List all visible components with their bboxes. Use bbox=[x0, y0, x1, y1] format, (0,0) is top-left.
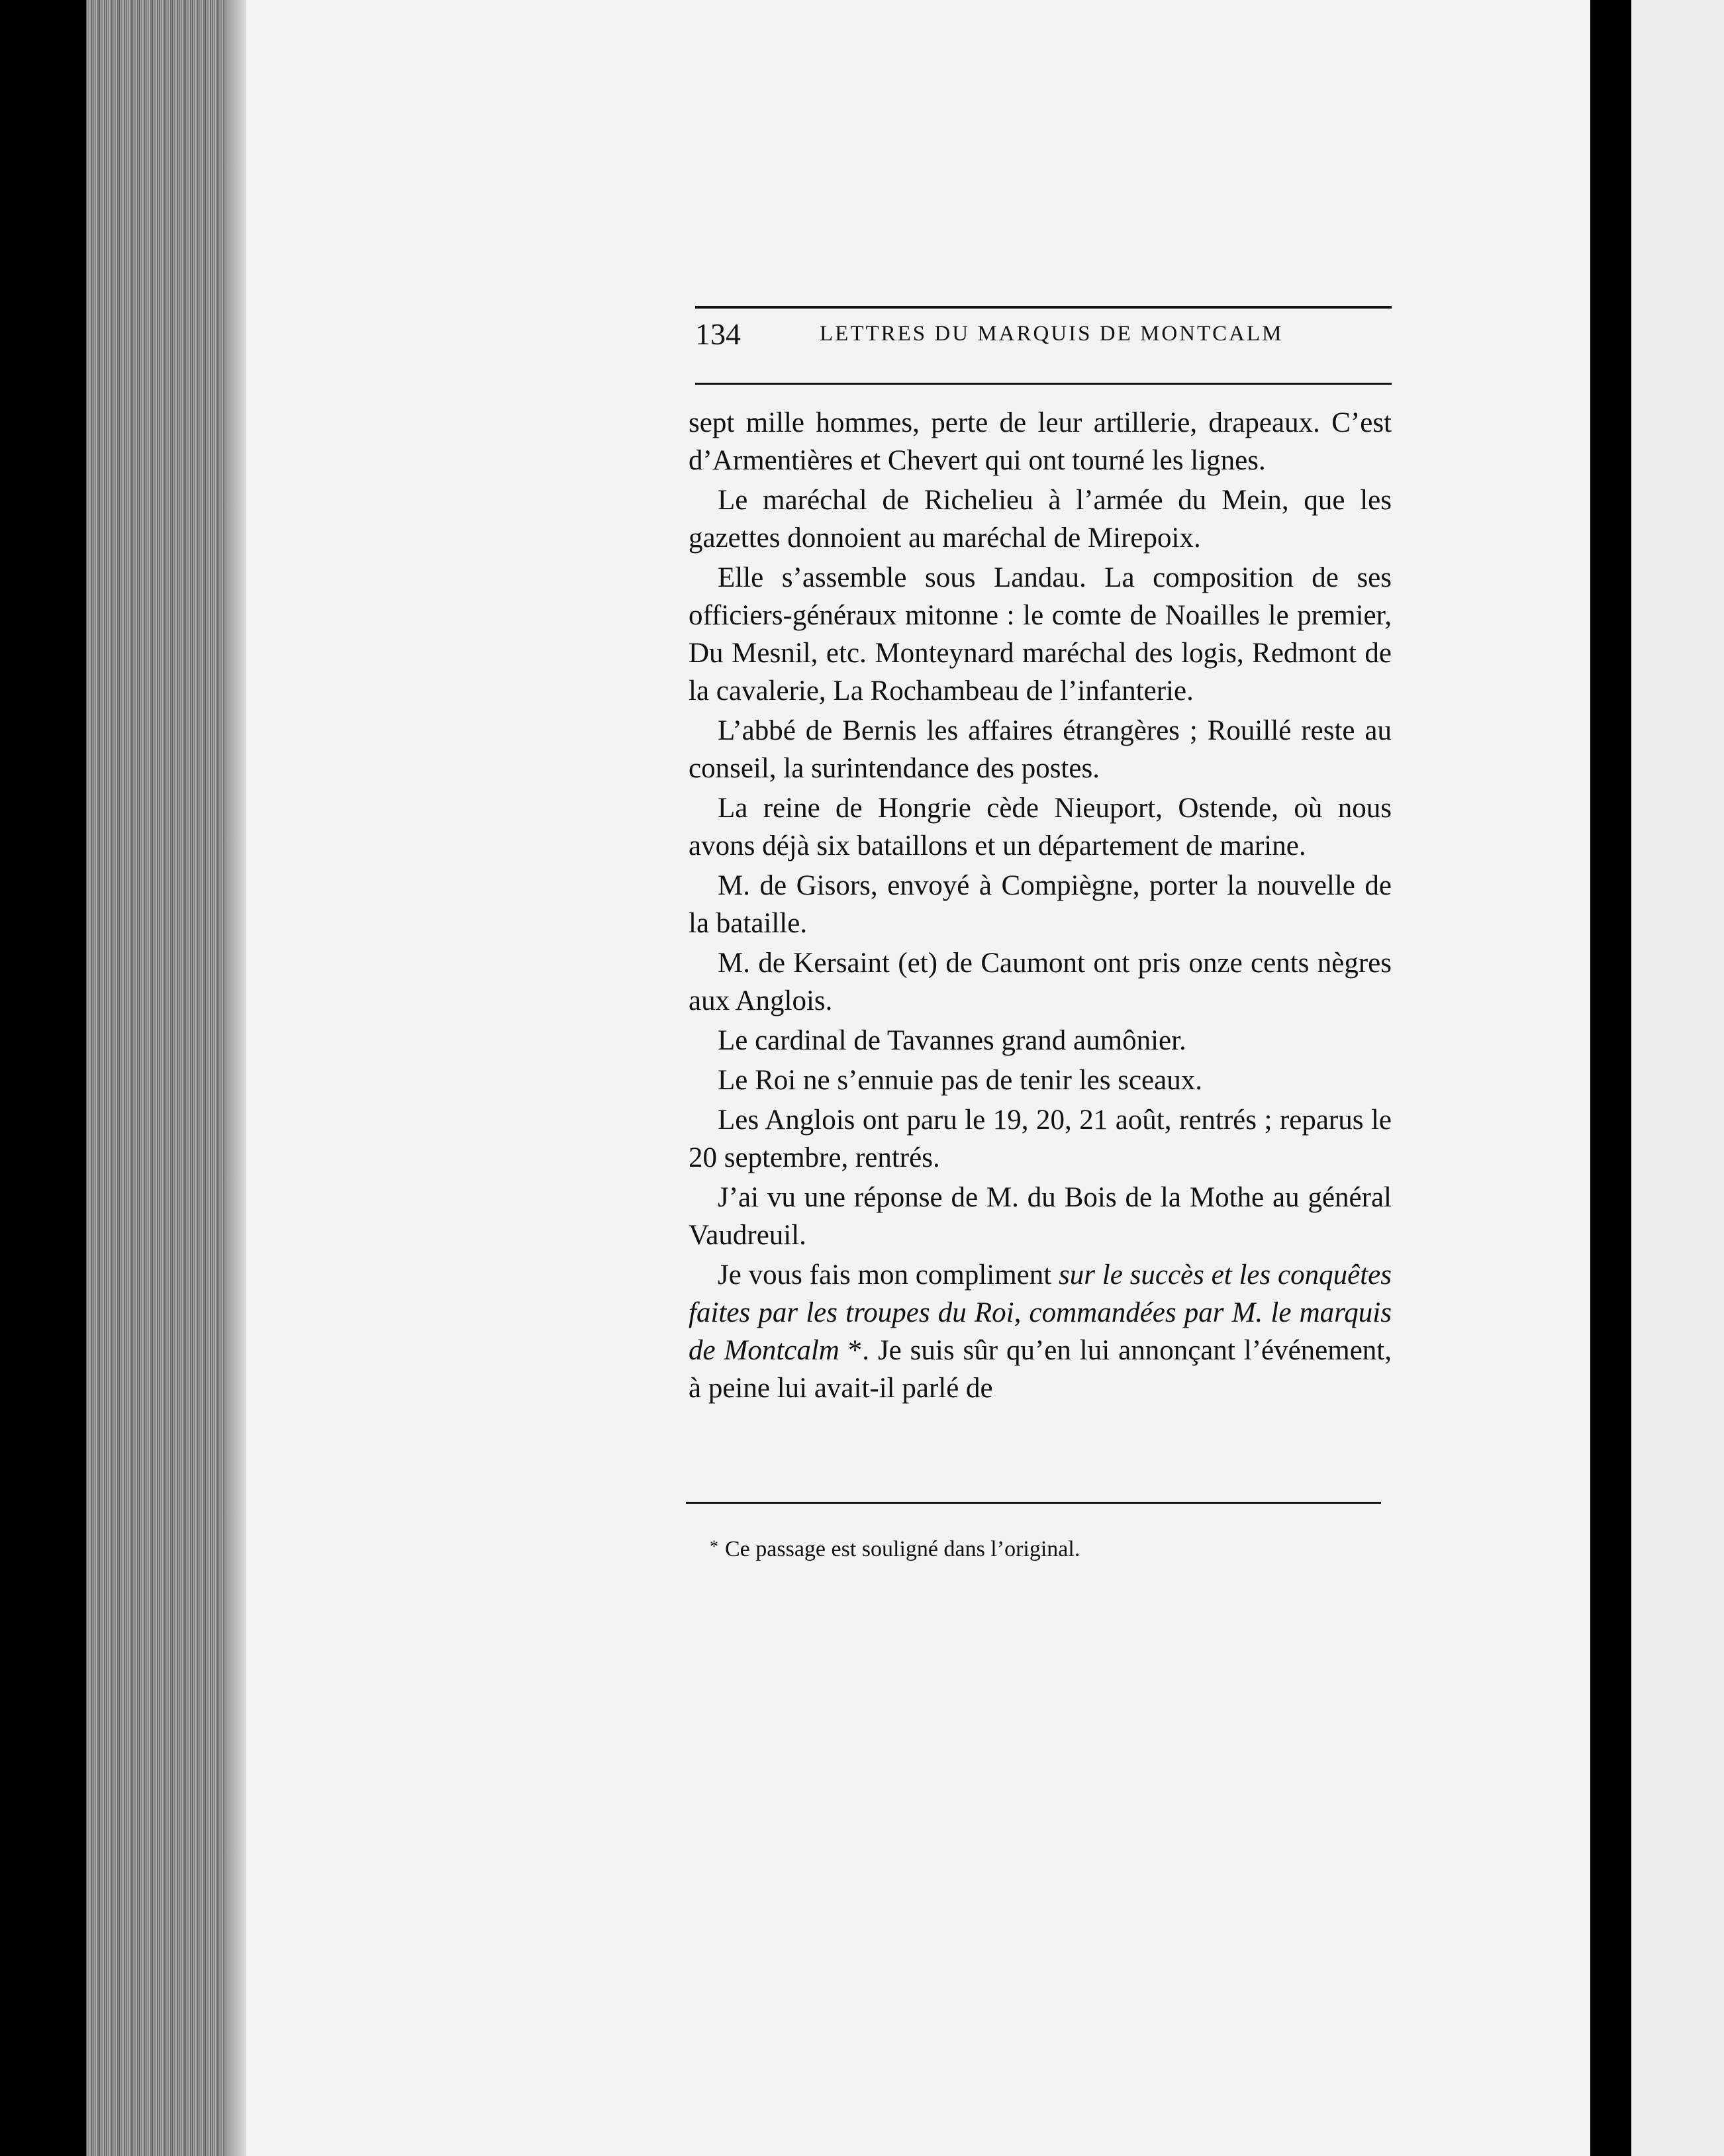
paragraph: Le Roi ne s’ennuie pas de tenir les sceaux. bbox=[718, 1065, 1202, 1096]
paragraph: Le cardinal de Tavannes grand aumônier. bbox=[718, 1025, 1186, 1056]
footnote-rule bbox=[686, 1502, 1381, 1504]
paragraph: Les Anglois ont paru le 19, 20, 21 août, rentrés ; reparus le 20 septembre, rentrés. bbox=[689, 1104, 1392, 1173]
header-top-rule bbox=[695, 306, 1392, 309]
footnote bbox=[710, 1532, 1372, 1564]
paragraph bbox=[689, 1256, 1392, 1407]
paragraph: J’ai vu une réponse de M. du Bois de la Mothe au général Vaudreuil. bbox=[689, 1182, 1392, 1251]
running-header bbox=[695, 317, 1392, 356]
header-bottom-rule bbox=[695, 383, 1392, 385]
right-gutter bbox=[1590, 0, 1631, 2156]
facing-page-edge bbox=[1631, 0, 1724, 2156]
page-number: 134 bbox=[695, 317, 741, 351]
page-edges bbox=[86, 0, 245, 2156]
underlined-passage: sur le succès et les conquêtes faites par les troupes du Roi, commandées par M. le marquis de Montcalm bbox=[689, 1259, 1392, 1366]
paragraph-start: Je vous fais mon compliment bbox=[718, 1259, 1059, 1291]
paragraph: Elle s’assemble sous Landau. La composition de ses officiers-généraux mitonne : le comte de Noailles le premier, Du Mesnil, etc. Monteynard maréchal des logis, Redmont de la cavalerie, La Rochambeau de l’infanterie. bbox=[689, 562, 1392, 707]
paragraph: sept mille hommes, perte de leur artillerie, drapeaux. C’est d’Armentières et Chevert qui ont tourné les lignes. bbox=[689, 407, 1392, 476]
paragraph: M. de Gisors, envoyé à Compiègne, porter la nouvelle de la bataille. bbox=[689, 870, 1392, 939]
running-title: LETTRES DU MARQUIS DE MONTCALM bbox=[820, 322, 1284, 346]
footnote-text: Ce passage est souligné dans l’original. bbox=[725, 1537, 1080, 1561]
paragraph: L’abbé de Bernis les affaires étrangères ; Rouillé reste au conseil, la surintendance des postes. bbox=[689, 715, 1392, 784]
body-text bbox=[689, 404, 1392, 1409]
paragraph-end: *. Je suis sûr qu’en lui annonçant l’événement, à peine lui avait-il parlé de bbox=[689, 1335, 1392, 1404]
paragraph: Le maréchal de Richelieu à l’armée du Mein, que les gazettes donnoient au maréchal de Mirepoix. bbox=[689, 485, 1392, 554]
footnote-marker: * bbox=[710, 1537, 718, 1556]
paragraph: M. de Kersaint (et) de Caumont ont pris onze cents nègres aux Anglois. bbox=[689, 948, 1392, 1016]
paragraph: La reine de Hongrie cède Nieuport, Ostende, où nous avons déjà six bataillons et un département de marine. bbox=[689, 793, 1392, 861]
